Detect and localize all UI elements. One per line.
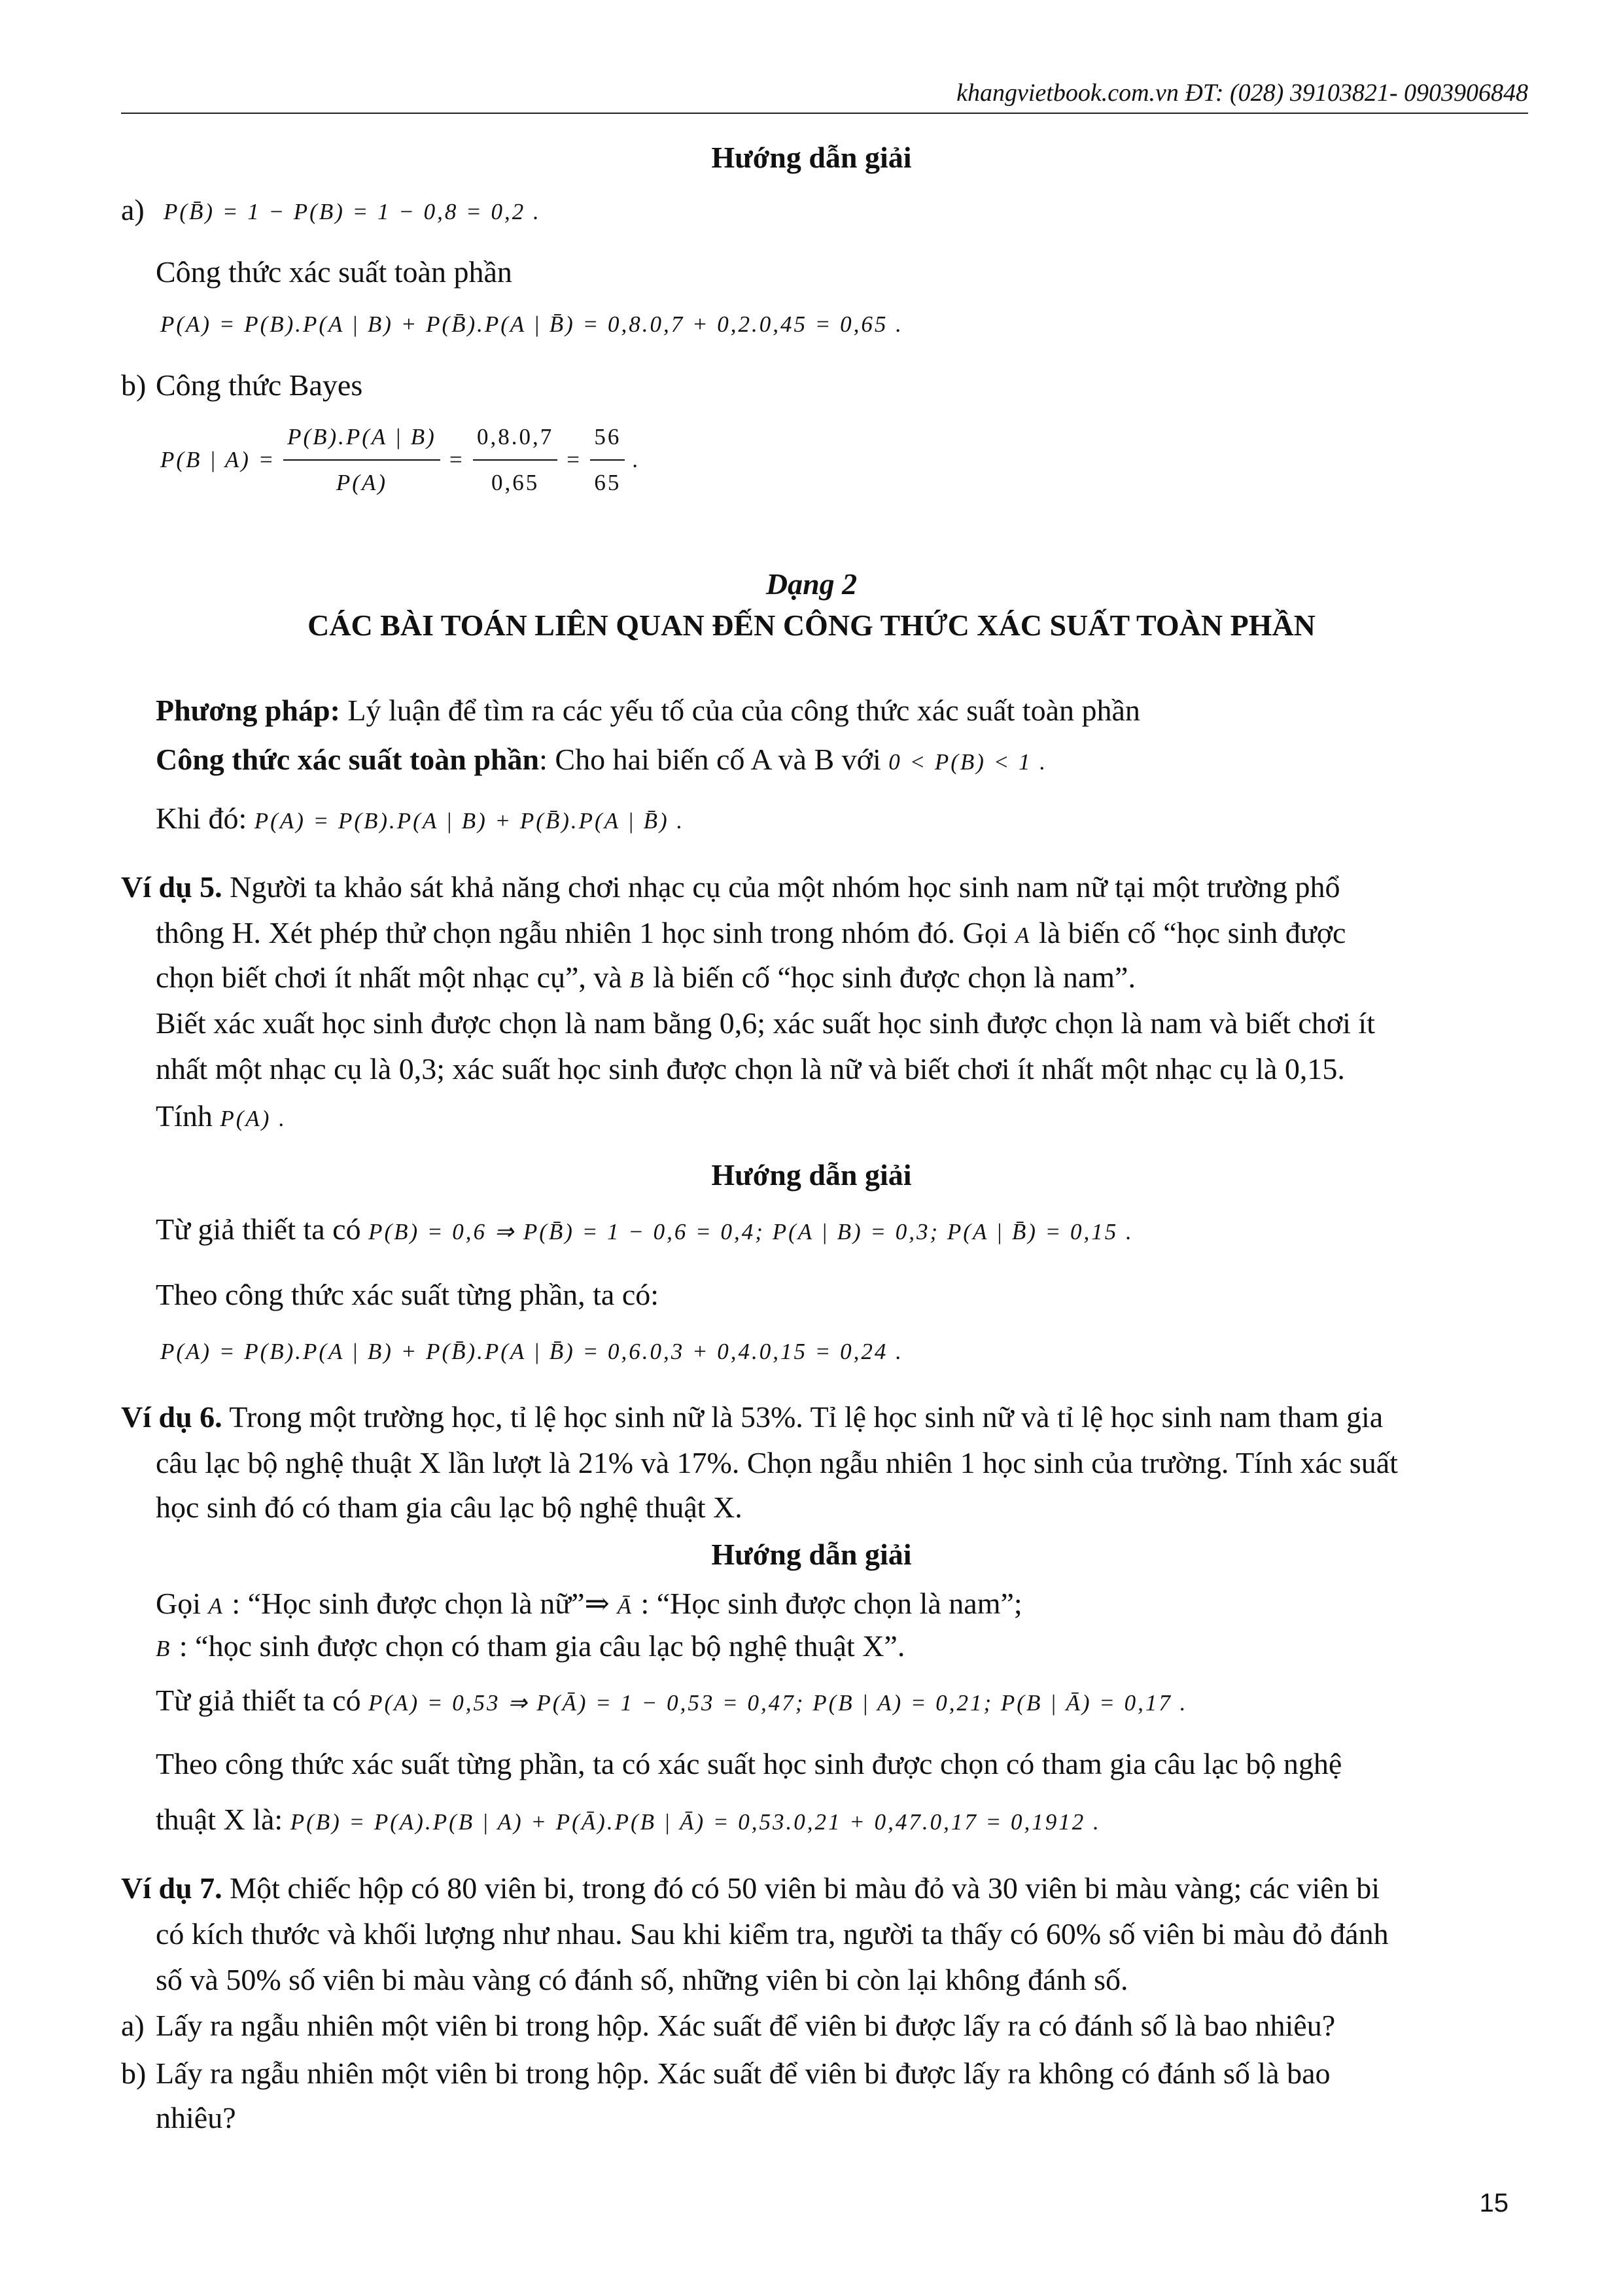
then-equation: P(A) = P(B).P(A | B) + P(B̄).P(A | B̄) .	[254, 808, 685, 834]
ex6-g2	[156, 1626, 905, 1669]
ex5-line1	[121, 867, 1340, 908]
ex6-s3-eq: P(B) = P(A).P(B | A) + P(Ā).P(B | Ā) = 0,53.0,21 + 0,47.0,17 = 0,1912 .	[290, 1809, 1101, 1835]
formula-text: : Cho hai biến cố A và B với	[539, 743, 881, 776]
ex6-s1	[156, 1680, 1187, 1723]
page-number: 15	[1479, 2189, 1509, 2217]
equation-bayes: P(B | A) = $\frac{P(B).P(A | B)}{P(A)}$ = $\frac{0,8.0,7}{0,65}$ = $\frac{56}{65}$ .	[160, 419, 640, 501]
bayes-den3: 65	[594, 470, 621, 495]
text-total-probability: Công thức xác suất toàn phần	[156, 255, 512, 289]
formula-condition: 0 < P(B) < 1 .	[888, 749, 1048, 775]
method-text: Lý luận để tìm ra các yếu tố của của công thức xác suất toàn phần	[340, 694, 1140, 727]
ex6-var-a: A	[208, 1593, 224, 1619]
ex6-line1	[121, 1397, 1383, 1438]
bayes-den2: 0,65	[491, 470, 540, 495]
ex5-text3: chọn biết chơi ít nhất một nhạc cụ”, và	[156, 961, 622, 994]
method-label: Phương pháp:	[156, 694, 340, 727]
ex6-s1-text: Từ giả thiết ta có	[156, 1684, 361, 1717]
ex5-line3	[156, 957, 1136, 1000]
ex6-s3	[156, 1799, 1101, 1843]
ex6-solution-title: Hướng dẫn giải	[711, 1538, 912, 1571]
ex5-line6	[156, 1096, 287, 1139]
ex7-line3: số và 50% số viên bi màu vàng có đánh số, những viên bi còn lại không đánh số.	[156, 1963, 1128, 1996]
section-title: CÁC BÀI TOÁN LIÊN QUAN ĐẾN CÔNG THỨC XÁC SUẤT TOÀN PHẦN	[307, 609, 1316, 642]
ex7-b-text1: Lấy ra ngẫu nhiên một viên bi trong hộp. Xác suất để viên bi được lấy ra không có đánh số là bao	[156, 2057, 1331, 2090]
item-label-a: a)	[121, 193, 145, 226]
ex7-b-text2: nhiêu?	[156, 2101, 236, 2134]
ex6-g1d: : “Học sinh được chọn là nam”;	[633, 1587, 1022, 1620]
ex5-label: Ví dụ 5.	[121, 870, 222, 904]
formula-label: Công thức xác suất toàn phần	[156, 743, 540, 776]
ex6-label: Ví dụ 6.	[121, 1400, 222, 1434]
ex5-line5: nhất một nhạc cụ là 0,3; xác suất học sinh được chọn là nữ và biết chơi ít nhất một nhạc cụ là 0,15.	[156, 1052, 1345, 1086]
formula-line	[156, 739, 1047, 783]
solution-title: Hướng dẫn giải	[711, 141, 912, 174]
ex5-text3c: là biến cố “học sinh được chọn là nam”.	[645, 961, 1136, 994]
method-line	[156, 690, 1140, 731]
ex5-text2: thông H. Xét phép thử chọn ngẫu nhiên 1 học sinh trong nhóm đó. Gọi	[156, 916, 1008, 949]
ex7-label: Ví dụ 7.	[121, 1871, 222, 1905]
page-header: khangvietbook.com.vn ĐT: (028) 39103821- 0903906848	[121, 73, 1528, 114]
ex6-g2b: : “học sinh được chọn có tham gia câu lạc bộ nghệ thuật X”.	[171, 1629, 905, 1663]
ex5-solution-title: Hướng dẫn giải	[711, 1158, 912, 1192]
ex7-a-text: Lấy ra ngẫu nhiên một viên bi trong hộp. Xác suất để viên bi được lấy ra có đánh số là bao nhiêu?	[156, 2009, 1336, 2042]
ex7-b-label: b)	[121, 2057, 147, 2090]
ex5-pa: P(A) .	[220, 1106, 287, 1131]
ex6-g1	[156, 1583, 1022, 1627]
ex7-line2: có kích thước và khối lượng như nhau. Sau khi kiểm tra, người ta thấy có 60% số viên bi màu đỏ đánh	[156, 1917, 1389, 1951]
section-label: Dạng 2	[765, 567, 858, 601]
bayes-num3: 56	[590, 419, 625, 461]
ex6-text1: Trong một trường học, tỉ lệ học sinh nữ là 53%. Tỉ lệ học sinh nữ và tỉ lệ học sinh nam tham gia	[222, 1400, 1384, 1434]
ex7-text1: Một chiếc hộp có 80 viên bi, trong đó có 50 viên bi màu đỏ và 30 viên bi màu vàng; các viên bi	[222, 1871, 1380, 1905]
then-text: Khi đó:	[156, 802, 247, 835]
ex6-s3-text: thuật X là:	[156, 1803, 283, 1836]
ex7-a-label: a)	[121, 2009, 145, 2042]
ex5-var-b: B	[629, 967, 646, 993]
ex5-sol-line1	[156, 1209, 1134, 1252]
ex6-line2: câu lạc bộ nghệ thuật X lần lượt là 21% và 17%. Chọn ngẫu nhiên 1 học sinh của trường. Tính xác suất	[156, 1446, 1398, 1479]
ex6-var-b: B	[156, 1636, 172, 1661]
bayes-num1: P(B).P(A | B)	[283, 419, 440, 461]
equation-a: P(B̄) = 1 − P(B) = 1 − 0,8 = 0,2 .	[164, 199, 541, 224]
ex6-g1-text: Gọi	[156, 1587, 201, 1620]
ex5-text1: Người ta khảo sát khả năng chơi nhạc cụ của một nhóm học sinh nam nữ tại một trường phổ	[222, 870, 1340, 904]
ex5-sol1-text: Từ giả thiết ta có	[156, 1212, 361, 1246]
ex7-line1	[121, 1868, 1380, 1909]
text-bayes: Công thức Bayes	[156, 368, 363, 402]
ex5-text6: Tính	[156, 1099, 213, 1133]
then-line	[156, 798, 684, 841]
ex5-line4: Biết xác xuất học sinh được chọn là nam bằng 0,6; xác suất học sinh được chọn là nam và biết chơi ít	[156, 1006, 1375, 1040]
equation-a2: P(A) = P(B).P(A | B) + P(B̄).P(A | B̄) = 0,8.0,7 + 0,2.0,45 = 0,65 .	[160, 311, 903, 337]
ex6-s2: Theo công thức xác suất từng phần, ta có xác suất học sinh được chọn có tham gia câu lạc bộ nghệ	[156, 1747, 1342, 1780]
ex6-s1-eq: P(A) = 0,53 ⇒ P(Ā) = 1 − 0,53 = 0,47; P(B | A) = 0,21; P(B | Ā) = 0,17 .	[368, 1690, 1188, 1716]
bayes-num2: 0,8.0,7	[473, 419, 557, 461]
ex5-text2c: là biến cố “học sinh được	[1031, 916, 1346, 949]
ex5-sol-eq3: P(A) = P(B).P(A | B) + P(B̄).P(A | B̄) = 0,6.0,3 + 0,4.0,15 = 0,24 .	[160, 1339, 903, 1364]
ex6-var-abar: Ā	[617, 1593, 633, 1619]
ex6-line3: học sinh đó có tham gia câu lạc bộ nghệ thuật X.	[156, 1491, 742, 1524]
ex5-var-a: A	[1015, 923, 1032, 948]
item-label-b: b)	[121, 368, 147, 402]
bayes-lhs: P(B | A) =	[160, 447, 276, 472]
ex5-sol-line2: Theo công thức xác suất từng phần, ta có:	[156, 1278, 659, 1311]
ex5-line2	[156, 913, 1346, 956]
ex6-g1b: : “Học sinh được chọn là nữ”⇒	[224, 1587, 610, 1620]
bayes-den1: P(A)	[336, 470, 387, 495]
ex5-sol1-eq: P(B) = 0,6 ⇒ P(B̄) = 1 − 0,6 = 0,4; P(A | B) = 0,3; P(A | B̄) = 0,15 .	[368, 1219, 1134, 1245]
